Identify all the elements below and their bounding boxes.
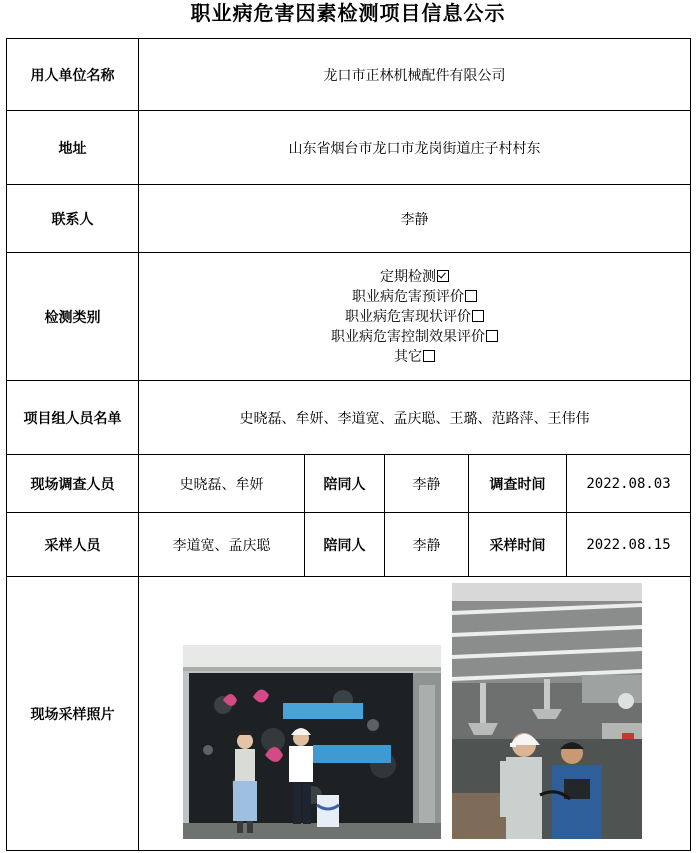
sampling-time-label: 采样时间 xyxy=(469,513,567,577)
photos-cell xyxy=(139,577,691,851)
sampling-time: 2022.08.15 xyxy=(567,513,691,577)
employer-row xyxy=(7,39,691,111)
survey-time-label: 调查时间 xyxy=(469,455,567,513)
employer-value: 龙口市正林机械配件有限公司 xyxy=(139,39,691,111)
category-option-periodic: 定期检测 xyxy=(143,267,686,287)
employer-label: 用人单位名称 xyxy=(7,39,139,111)
survey-label: 现场调查人员 xyxy=(7,455,139,513)
checkbox-icon xyxy=(465,290,477,302)
site-photo-reception xyxy=(183,645,441,839)
address-row xyxy=(7,111,691,185)
sampling-row xyxy=(7,513,691,577)
sampling-companion: 李静 xyxy=(385,513,469,577)
survey-companion-label: 陪同人 xyxy=(305,455,385,513)
checkbox-icon xyxy=(486,330,498,342)
category-option-status-evaluation: 职业病危害现状评价 xyxy=(143,307,686,327)
photos-label: 现场采样照片 xyxy=(7,577,139,851)
photos-row xyxy=(7,577,691,851)
category-row xyxy=(7,253,691,381)
team-row xyxy=(7,381,691,455)
survey-time: 2022.08.03 xyxy=(567,455,691,513)
address-value: 山东省烟台市龙口市龙岗街道庄子村村东 xyxy=(139,111,691,185)
team-label: 项目组人员名单 xyxy=(7,381,139,455)
contact-value: 李静 xyxy=(139,185,691,253)
checkbox-icon xyxy=(472,310,484,322)
page-title: 职业病危害因素检测项目信息公示 xyxy=(190,1,506,25)
survey-value: 史晓磊、牟妍 xyxy=(139,455,305,513)
sampling-companion-label: 陪同人 xyxy=(305,513,385,577)
survey-row xyxy=(7,455,691,513)
site-photo-workshop xyxy=(452,583,642,839)
category-option-other: 其它 xyxy=(143,347,686,367)
checked-box-icon xyxy=(437,270,449,282)
checkbox-icon xyxy=(423,350,435,362)
category-option-pre-evaluation: 职业病危害预评价 xyxy=(143,287,686,307)
address-label: 地址 xyxy=(7,111,139,185)
category-label: 检测类别 xyxy=(7,253,139,381)
team-value: 史晓磊、牟妍、李道宽、孟庆聪、王璐、范路萍、王伟伟 xyxy=(139,381,691,455)
info-table xyxy=(6,38,691,851)
survey-companion: 李静 xyxy=(385,455,469,513)
sampling-value: 李道宽、孟庆聪 xyxy=(139,513,305,577)
category-option-control-evaluation: 职业病危害控制效果评价 xyxy=(143,327,686,347)
contact-row xyxy=(7,185,691,253)
contact-label: 联系人 xyxy=(7,185,139,253)
category-options xyxy=(139,253,691,381)
sampling-label: 采样人员 xyxy=(7,513,139,577)
